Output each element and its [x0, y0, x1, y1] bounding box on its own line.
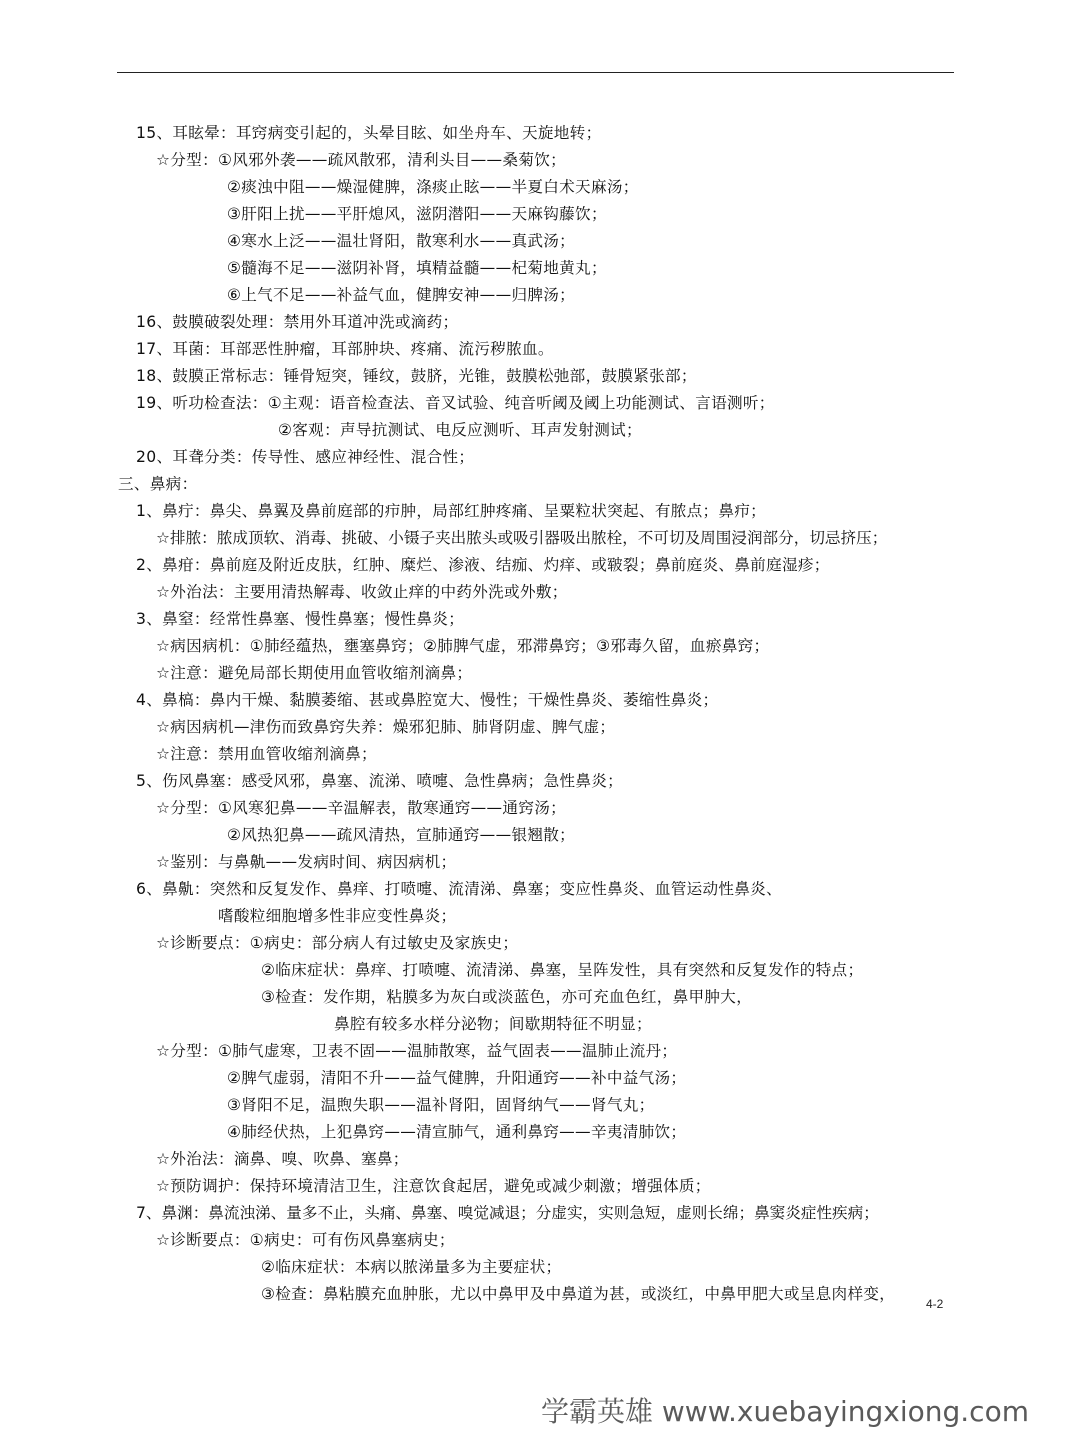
- section-heading: 三、鼻病：: [118, 475, 198, 493]
- text-line: 18、鼓膜正常标志：锤骨短突，锤纹，鼓脐，光锥，鼓膜松弛部，鼓膜紧张部；: [136, 367, 697, 385]
- text-line: ☆排脓：脓成顶软、消毒、挑破、小镊子夹出脓头或吸引器吸出脓栓，不可切及周围浸润部分，切忌挤压；: [156, 529, 888, 547]
- text-line: 鼻腔有较多水样分泌物；间歇期特征不明显；: [334, 1015, 652, 1033]
- text-line: 5、伤风鼻塞：感受风邪，鼻塞、流涕、喷嚏、急性鼻病；急性鼻炎；: [136, 772, 624, 790]
- text-line: ☆鉴别：与鼻鼽——发病时间、病因病机；: [156, 853, 457, 871]
- text-line: ☆预防调护：保持环境清洁卫生，注意饮食起居，避免或减少刺激；增强体质；: [156, 1177, 711, 1195]
- page-number: 4-2: [926, 1297, 944, 1311]
- text-line: ③检查：鼻粘膜充血肿胀，尤以中鼻甲及中鼻道为甚，或淡红，中鼻甲肥大或呈息肉样变，: [261, 1285, 896, 1303]
- text-line: 15、耳眩晕：耳窍病变引起的，头晕目眩、如坐舟车、天旋地转；: [136, 124, 602, 142]
- text-line: ⑤髓海不足——滋阴补肾，填精益髓——杞菊地黄丸；: [227, 259, 607, 277]
- text-line: ②临床症状：本病以脓涕量多为主要症状；: [261, 1258, 562, 1276]
- text-line: ④寒水上泛——温壮肾阳，散寒利水——真武汤；: [227, 232, 576, 250]
- text-line: ②风热犯鼻——疏风清热，宣肺通窍——银翘散；: [227, 826, 576, 844]
- text-line: ☆病因病机：①肺经蕴热，壅塞鼻窍；②肺脾气虚，邪滞鼻窍；③邪毒久留，血瘀鼻窍；: [156, 637, 770, 655]
- text-line: ④肺经伏热，上犯鼻窍——清宣肺气，通利鼻窍——辛夷清肺饮；: [227, 1123, 687, 1141]
- text-line: 20、耳聋分类：传导性、感应神经性、混合性；: [136, 448, 475, 466]
- text-line: ②客观：声导抗测试、电反应测听、耳声发射测试；: [278, 421, 642, 439]
- text-line: ③肝阳上扰——平肝熄风，滋阴潜阳——天麻钩藤饮；: [227, 205, 607, 223]
- text-line: ☆分型：①风寒犯鼻——辛温解表，散寒通窍——通窍汤；: [156, 799, 567, 817]
- text-line: ⑥上气不足——补益气血，健脾安神——归脾汤；: [227, 286, 576, 304]
- text-line: ☆病因病机—津伤而致鼻窍失养：燥邪犯肺、肺肾阴虚、脾气虚；: [156, 718, 616, 736]
- text-line: 3、鼻窒：经常性鼻塞、慢性鼻塞；慢性鼻炎；: [136, 610, 465, 628]
- text-line: 16、鼓膜破裂处理：禁用外耳道冲洗或滴药；: [136, 313, 459, 331]
- text-line: ☆外治法：滴鼻、嗅、吹鼻、塞鼻；: [156, 1150, 409, 1168]
- text-line: ☆注意：禁用血管收缩剂滴鼻；: [156, 745, 377, 763]
- text-line: ②临床症状：鼻痒、打喷嚏、流清涕、鼻塞，呈阵发性，具有突然和反复发作的特点；: [261, 961, 864, 979]
- text-line: ②痰浊中阻——燥湿健脾，涤痰止眩——半夏白术天麻汤；: [227, 178, 639, 196]
- header-rule: [117, 72, 954, 73]
- watermark: 学霸英雄 www.xuebayingxiong.com: [541, 1395, 1029, 1428]
- text-line: ☆注意：避免局部长期使用血管收缩剂滴鼻；: [156, 664, 473, 682]
- text-line: 19、听功检查法：①主观：语音检查法、音叉试验、纯音听阈及阈上功能测试、言语测听；: [136, 394, 775, 412]
- text-line: ☆分型：①肺气虚寒，卫表不固——温肺散寒，益气固表——温肺止流丹；: [156, 1042, 678, 1060]
- text-line: 7、鼻渊：鼻流浊涕、量多不止，头痛、鼻塞、嗅觉减退；分虚实，实则急短，虚则长绵；鼻窦炎症性疾病；: [136, 1204, 879, 1222]
- text-line: ☆诊断要点：①病史：部分病人有过敏史及家族史；: [156, 934, 519, 952]
- text-line: 6、鼻鼽：突然和反复发作、鼻痒、打喷嚏、流清涕、鼻塞；变应性鼻炎、血管运动性鼻炎、: [136, 880, 782, 898]
- text-line: ☆分型：①风邪外袭——疏风散邪，清利头目——桑菊饮；: [156, 151, 567, 169]
- text-line: 1、鼻疔：鼻尖、鼻翼及鼻前庭部的疖肿，局部红肿疼痛、呈粟粒状突起、有脓点；鼻疖；: [136, 502, 767, 520]
- text-line: ☆诊断要点：①病史：可有伤风鼻塞病史；: [156, 1231, 455, 1249]
- text-line: ③肾阳不足，温煦失职——温补肾阳，固肾纳气——肾气丸；: [227, 1096, 655, 1114]
- text-line: 4、鼻槁：鼻内干燥、黏膜萎缩、甚或鼻腔宽大、慢性；干燥性鼻炎、萎缩性鼻炎；: [136, 691, 719, 709]
- text-line: 17、耳菌：耳部恶性肿瘤，耳部肿块、疼痛、流污秽脓血。: [136, 340, 554, 358]
- text-line: ☆外治法：主要用清热解毒、收敛止痒的中药外洗或外敷；: [156, 583, 568, 601]
- text-line: 2、鼻疳：鼻前庭及附近皮肤，红肿、糜烂、渗液、结痂、灼痒、或皲裂；鼻前庭炎、鼻前庭湿疹；: [136, 556, 830, 574]
- text-line: 嗜酸粒细胞增多性非应变性鼻炎；: [218, 907, 457, 925]
- text-line: ②脾气虚弱，清阳不升——益气健脾，升阳通窍——补中益气汤；: [227, 1069, 687, 1087]
- text-line: ③检查：发作期，粘膜多为灰白或淡蓝色，亦可充血色红，鼻甲肿大，: [261, 988, 753, 1006]
